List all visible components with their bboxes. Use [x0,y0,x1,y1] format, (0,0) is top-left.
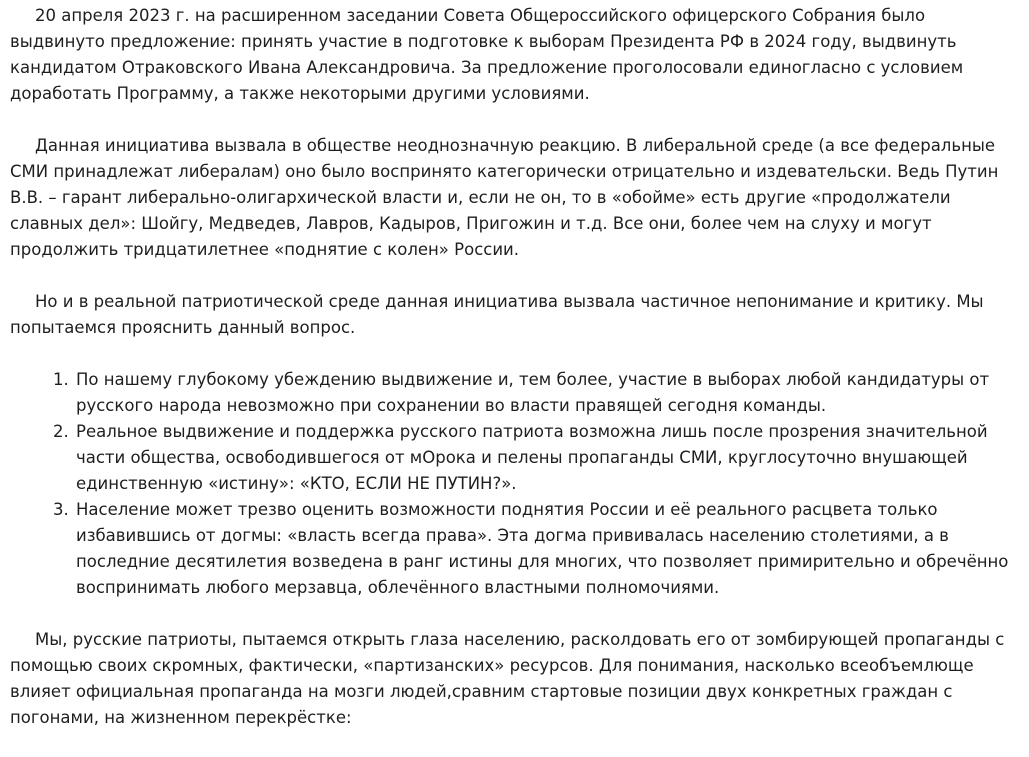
paragraph-intro: 20 апреля 2023 г. на расширенном заседании Совета Общероссийского офицерского Собрания было выдвинуто предложение: принять участие в подготовке к выборам Президента РФ в 2024 году, выдвинуть кандидатом Отраковского Ивана Александровича. За предложение проголосовали единогласно с условием доработать Программу, а также некоторыми другими условиями. [10,6,964,103]
list-item: 2. Реальное выдвижение и поддержка русского патриота возможна лишь после прозрения значительной части общества, освободившегося от мОрока и пелены пропаганды СМИ, круглосуточно внушающей единственную «истину»: «КТО, ЕСЛИ НЕ ПУТИН?». [74,419,1010,497]
paragraph-patriotic-criticism: Но и в реальной патриотической среде данная инициатива вызвала частичное непонимание и критику. Мы попытаемся прояснить данный вопрос. [10,292,984,337]
paragraph-closing: Мы, русские патриоты, пытаемся открыть глаза населению, расколдовать его от зомбирующей пропаганды с помощью своих скромных, фактически, «партизанских» ресурсов. Для понимания, насколько всеобъемлюще влияет официальная пропаганда на мозги людей,сравним стартовые позиции двух конкретных граждан с погонами, на жизненном перекрёстке: [10,630,1005,727]
list-item: 3. Население может трезво оценить возможности поднятия России и её реального расцвета только избавившись от догмы: «власть всегда права». Эта догма прививалась населению столетиями, а в последние десятилетия возведена в ранг истины для многих, что позволяет примирительно и обречённо воспринимать любого мерзавца, облечённого властными полномочиями. [74,497,1010,601]
list-item: 1. По нашему глубокому убеждению выдвижение и, тем более, участие в выборах любой кандидатуры от русского народа невозможно при сохранении во власти правящей сегодня команды. [74,367,1010,419]
paragraph-reaction: Данная инициатива вызвала в обществе неоднозначную реакцию. В либеральной среде (а все федеральные СМИ принадлежат либералам) оно было воспринято категорически отрицательно и издевательски. Ведь Путин В.В. – гарант либерально-олигархической власти и, если не он, то в «обойме» есть другие «продолжатели славных дел»: Шойгу, Медведев, Лавров, Кадыров, Пригожин и т.д. Все они, более чем на слуху и могут продолжить тридцатилетнее «поднятие с колен» России. [10,136,999,259]
article-body [10,3,1010,757]
numbered-list [10,367,1010,601]
